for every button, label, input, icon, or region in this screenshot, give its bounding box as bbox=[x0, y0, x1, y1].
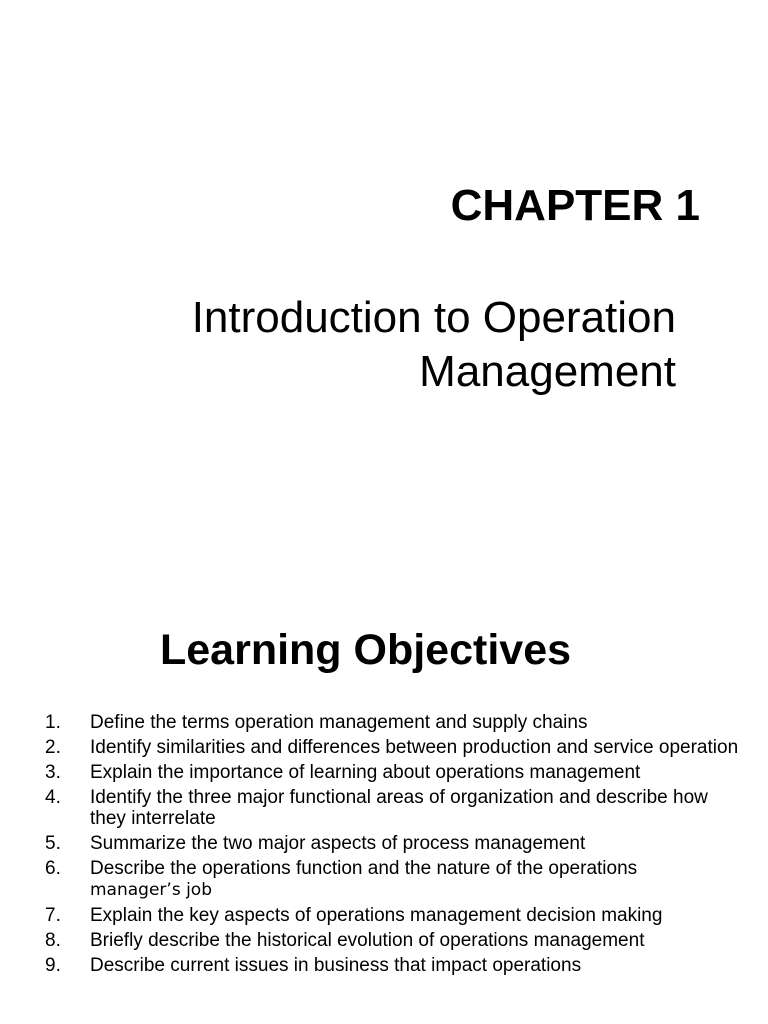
list-item bbox=[0, 858, 768, 901]
list-item bbox=[0, 787, 768, 829]
list-item-number: 1. bbox=[45, 712, 61, 733]
list-item-text: Explain the importance of learning about operations management bbox=[90, 762, 641, 783]
subtitle-line-1: Introduction to Operation bbox=[191, 293, 676, 342]
list-item-number: 9. bbox=[45, 955, 61, 976]
list-item-text: Identify similarities and differences between production and service operation bbox=[90, 737, 739, 758]
list-item-number: 6. bbox=[45, 858, 61, 879]
list-item bbox=[0, 737, 768, 758]
list-item bbox=[0, 762, 768, 783]
list-item-text: Briefly describe the historical evolution of operations management bbox=[90, 930, 645, 951]
objectives-list bbox=[0, 712, 768, 980]
list-item-text-wrapper bbox=[90, 858, 637, 900]
list-item-number: 8. bbox=[45, 930, 61, 951]
list-item bbox=[0, 955, 768, 976]
list-item bbox=[0, 930, 768, 951]
list-item-text: Identify the three major functional areas of organization and describe how they interrelate bbox=[90, 787, 708, 829]
list-item-text: Describe the operations function and the nature of the operations bbox=[90, 858, 638, 879]
list-item-number: 5. bbox=[45, 833, 61, 854]
list-item-number: 4. bbox=[45, 787, 61, 808]
list-item-text: Explain the key aspects of operations management decision making bbox=[90, 905, 663, 926]
list-item-number: 7. bbox=[45, 905, 61, 926]
subtitle-line-2: Management bbox=[419, 347, 676, 396]
chapter-label: CHAPTER 1 bbox=[450, 181, 700, 230]
list-item-text: Define the terms operation management and supply chains bbox=[90, 712, 588, 733]
list-item bbox=[0, 833, 768, 854]
list-item-text: Describe current issues in business that impact operations bbox=[90, 955, 582, 976]
chapter-subtitle bbox=[76, 291, 676, 399]
list-item bbox=[0, 905, 768, 926]
section-heading: Learning Objectives bbox=[160, 626, 572, 674]
list-item bbox=[0, 712, 768, 733]
list-item-number: 3. bbox=[45, 762, 61, 783]
list-item-text: Summarize the two major aspects of process management bbox=[90, 833, 586, 854]
list-item-number: 2. bbox=[45, 737, 61, 758]
list-item-text-tail: manager’s job bbox=[90, 880, 212, 900]
